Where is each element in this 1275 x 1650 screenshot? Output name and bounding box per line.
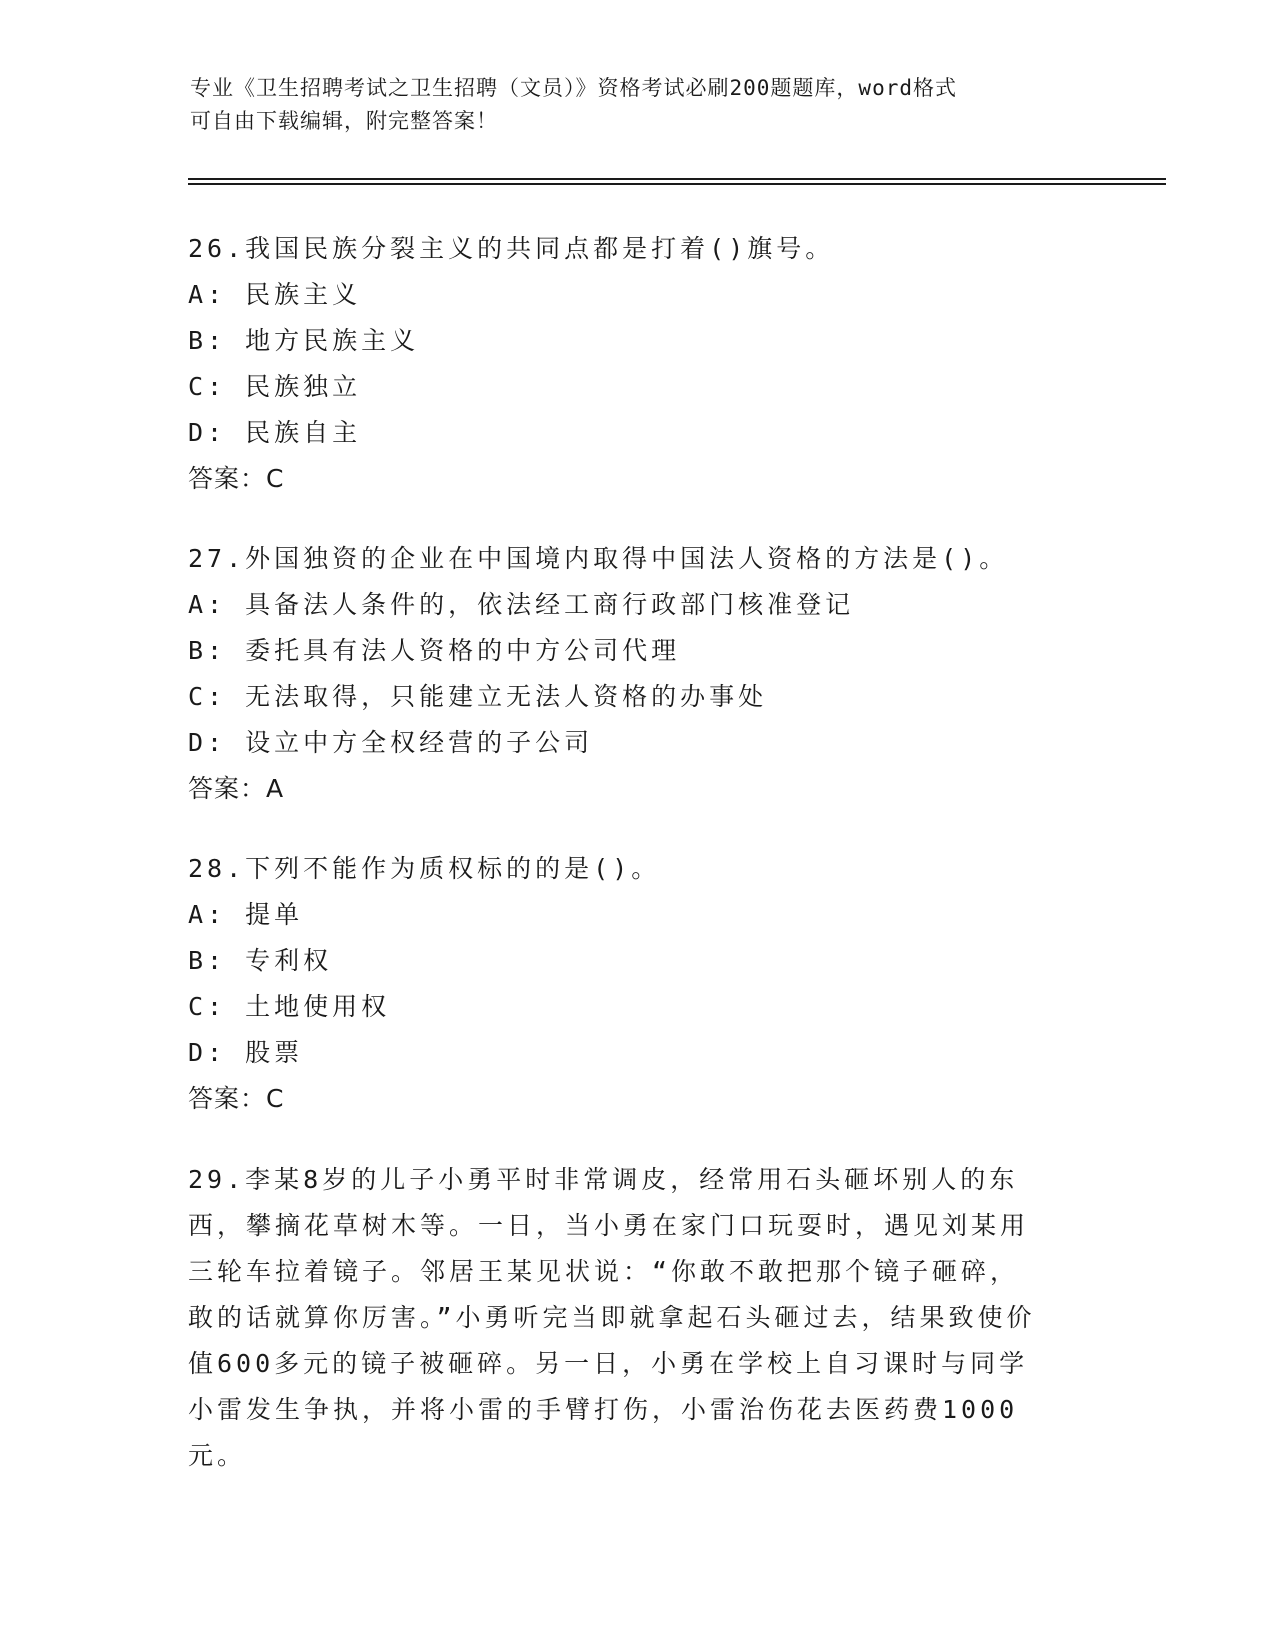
answer-label: 答案：A (188, 774, 285, 803)
question-stem: 29.李某8岁的儿子小勇平时非常调皮，经常用石头砸坏别人的东西，攀摘花草树木等。一日，当小勇在家门口玩耍时，遇见刘某用三轮车拉着镜子。邻居王某见状说：“你敢不敢把那个镜子砸碎，敢的话就算你厉害。”小勇听完当即就拿起石头砸过去，结果致使价值600多元的镜子被砸碎。另一日，小勇在学校上自习课时与同学小雷发生争执，并将小雷的手臂打伤，小雷治伤花去医药费1000元。 (188, 1165, 1036, 1470)
header-line-2: 可自由下载编辑，附完整答案！ (190, 109, 498, 133)
option-b: B: 委托具有法人资格的中方公司代理 (188, 636, 681, 665)
header-line-1: 专业《卫生招聘考试之卫生招聘（文员）》资格考试必刷200题题库，word格式 (190, 76, 957, 100)
question-29 (188, 1157, 1046, 1479)
answer-label: 答案：C (188, 1084, 285, 1113)
option-a: A: 提单 (188, 900, 304, 929)
option-d: D: 设立中方全权经营的子公司 (188, 728, 594, 757)
question-26 (188, 226, 1068, 502)
header-divider-bottom (188, 183, 1166, 185)
option-c: C: 民族独立 (188, 372, 362, 401)
document-header (190, 72, 1090, 138)
question-stem: 27.外国独资的企业在中国境内取得中国法人资格的方法是()。 (188, 544, 1009, 573)
option-c: C: 土地使用权 (188, 992, 391, 1021)
option-a: A: 民族主义 (188, 280, 362, 309)
option-a: A: 具备法人条件的，依法经工商行政部门核准登记 (188, 590, 855, 619)
option-d: D: 股票 (188, 1038, 304, 1067)
option-b: B: 专利权 (188, 946, 333, 975)
answer-label: 答案：C (188, 464, 285, 493)
option-b: B: 地方民族主义 (188, 326, 420, 355)
option-d: D: 民族自主 (188, 418, 362, 447)
question-stem: 26.我国民族分裂主义的共同点都是打着()旗号。 (188, 234, 835, 263)
question-27 (188, 536, 1068, 812)
question-stem: 28.下列不能作为质权标的的是()。 (188, 854, 661, 883)
option-c: C: 无法取得，只能建立无法人资格的办事处 (188, 682, 768, 711)
header-divider-top (188, 178, 1166, 180)
question-28 (188, 846, 1068, 1122)
